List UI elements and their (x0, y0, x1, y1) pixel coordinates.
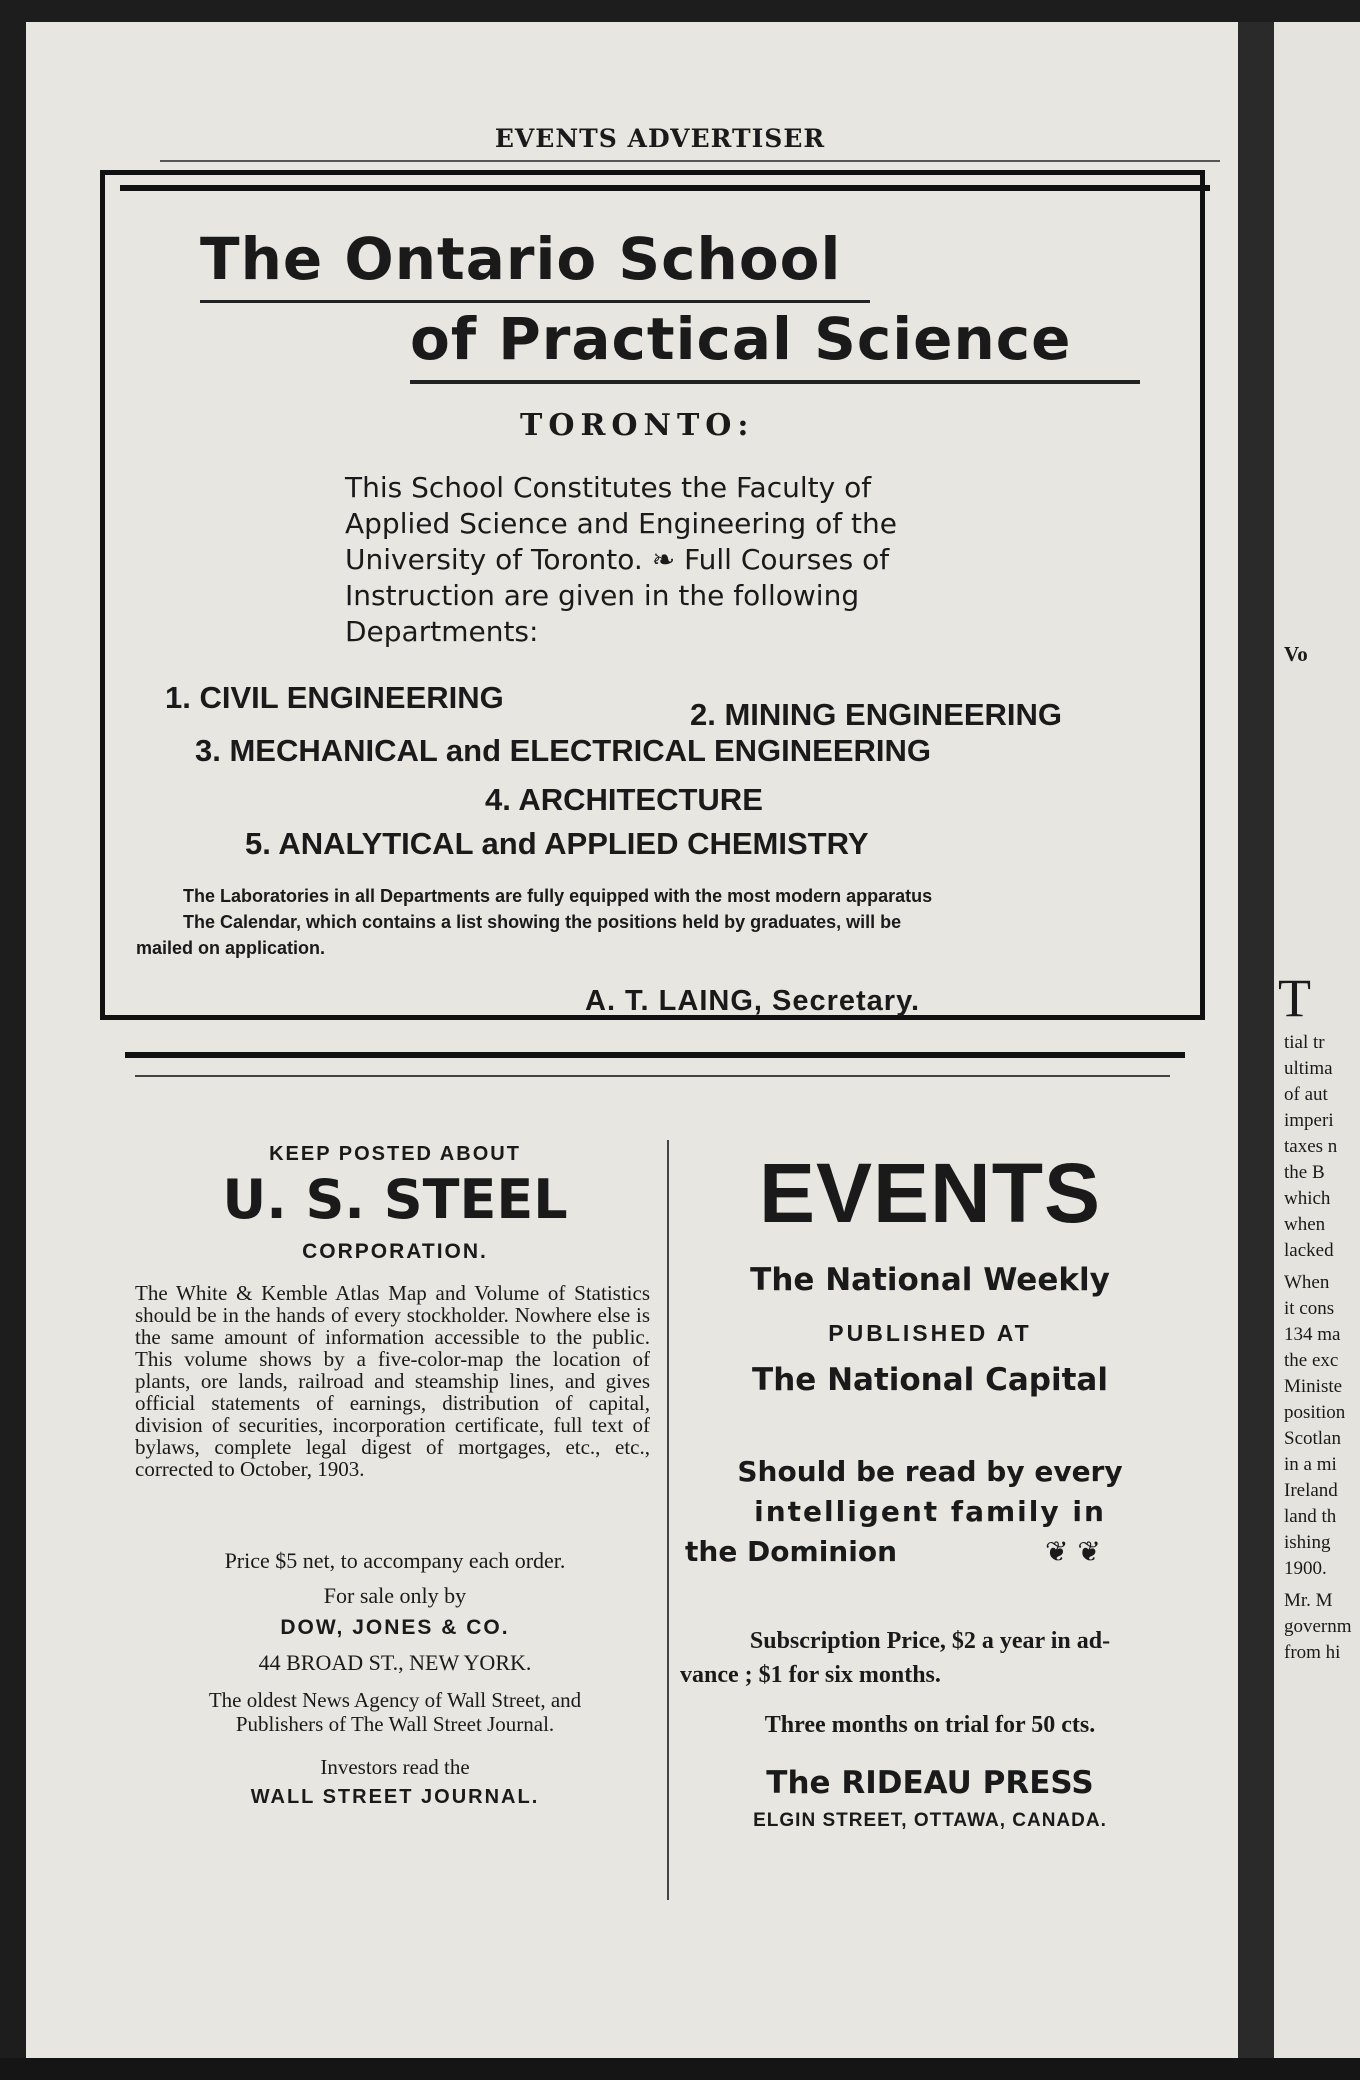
events-capital: The National Capital (752, 1362, 1108, 1398)
steel-oldest: The oldest News Agency of Wall Street, and (208, 1688, 582, 1712)
steel-seller: DOW, JONES & CO. (280, 1616, 510, 1639)
school-secretary: A. T. LAING, Secretary. (585, 985, 921, 1017)
next-page-fragment: ishing (1284, 1532, 1331, 1553)
steel-subhead: CORPORATION. (302, 1240, 488, 1263)
next-page-fragment: imperi (1284, 1110, 1334, 1131)
next-page-fragment: from hi (1284, 1642, 1341, 1663)
steel-price: Price $5 net, to accompany each order. (224, 1548, 566, 1573)
steel-investors: Investors read the (320, 1755, 470, 1779)
school-note: The Calendar, which contains a list showing the positions held by graduates, will be (183, 912, 902, 932)
scan-bottom-edge (0, 2058, 1360, 2080)
school-note: The Laboratories in all Departments are fully equipped with the most modern apparatus (183, 886, 933, 906)
events-press-address: ELGIN STREET, OTTAWA, CANADA. (753, 1810, 1107, 1831)
next-page-fragment: the B (1284, 1162, 1325, 1183)
page-gutter (1238, 22, 1274, 2058)
events-pitch: intelligent family in (754, 1495, 1106, 1528)
school-city: TORONTO: (520, 408, 755, 443)
department-architecture: 4. ARCHITECTURE (485, 782, 763, 817)
steel-kicker: KEEP POSTED ABOUT (269, 1143, 521, 1165)
next-page-fragment: Vo (1284, 642, 1308, 666)
next-page-fragment: it cons (1284, 1298, 1335, 1319)
events-published: PUBLISHED AT (828, 1320, 1032, 1346)
next-page-fragment: when (1284, 1214, 1326, 1235)
steel-body: The White & Kemble Atlas Map and Volume of Statistics should be in the hands of every stockholder. Nowhere else is the same amount of information accessible to the public. This volume shows by a five-color-map the location of plants, ore lands, railroad and steamship lines, and gives official statements of earnings, distribution of capital, division of securities, incorporation certificate, full text of bylaws, complete legal digest of mortgages, etc., etc., corrected to October, 1903. (135, 1281, 650, 1481)
events-pitch: Should be read by every (737, 1455, 1123, 1488)
steel-journal: WALL STREET JOURNAL. (250, 1786, 540, 1808)
school-title-line1: The Ontario School (200, 225, 842, 293)
steel-oldest: Publishers of The Wall Street Journal. (235, 1712, 555, 1736)
department-mining: 2. MINING ENGINEERING (690, 697, 1063, 732)
next-page-fragment: in a mi (1284, 1454, 1337, 1475)
running-header: EVENTS ADVERTISER (494, 124, 826, 153)
steel-address: 44 BROAD ST., NEW YORK. (258, 1650, 532, 1675)
next-page-fragment: 1900. (1284, 1558, 1327, 1579)
steel-sale: For sale only by (323, 1583, 467, 1608)
school-note: mailed on application. (136, 938, 326, 958)
next-page-fragment: T (1278, 968, 1311, 1028)
events-press: The RIDEAU PRESS (766, 1765, 1094, 1801)
next-page-fragment: Mr. M (1284, 1590, 1333, 1611)
ornament-icon: ❦ ❦ (1045, 1535, 1101, 1568)
department-chemistry: 5. ANALYTICAL and APPLIED CHEMISTRY (245, 826, 869, 861)
ad-bottom-rule (125, 1052, 1185, 1058)
events-subscription: Subscription Price, $2 a year in ad- (749, 1628, 1111, 1654)
events-tagline: The National Weekly (750, 1262, 1110, 1298)
next-page-fragment: which (1284, 1188, 1331, 1209)
next-page-fragment: the exc (1284, 1350, 1339, 1371)
next-page-fragment: lacked (1284, 1240, 1334, 1261)
next-page-fragment: governm (1284, 1616, 1352, 1637)
next-page-edge (1274, 22, 1360, 2058)
section-rule (135, 1075, 1170, 1077)
next-page-fragment: land th (1284, 1506, 1337, 1527)
events-subscription: vance ; $1 for six months. (680, 1662, 941, 1688)
next-page-fragment: When (1284, 1272, 1330, 1293)
next-page-fragment: ultima (1284, 1058, 1333, 1079)
events-masthead: EVENTS (758, 1146, 1102, 1240)
next-page-fragment: 134 ma (1284, 1324, 1341, 1345)
next-page-fragment: Scotlan (1284, 1428, 1341, 1449)
next-page-fragment: taxes n (1284, 1136, 1338, 1157)
header-rule (160, 160, 1220, 162)
next-page-fragment: position (1284, 1402, 1346, 1423)
column-rule (667, 1140, 669, 1900)
events-trial: Three months on trial for 50 cts. (764, 1712, 1096, 1738)
steel-headline: U. S. STEEL (222, 1168, 568, 1231)
department-civil: 1. CIVIL ENGINEERING (165, 680, 504, 715)
next-page-fragment: Ireland (1284, 1480, 1338, 1501)
department-mechanical: 3. MECHANICAL and ELECTRICAL ENGINEERING (195, 733, 932, 768)
next-page-fragment: of aut (1284, 1084, 1328, 1105)
title-underline (410, 380, 1140, 384)
title-underline (200, 300, 870, 303)
next-page-fragment: tial tr (1284, 1032, 1325, 1053)
school-intro: This School Constitutes the Faculty of Applied Science and Engineering of the University of Toronto. ❧ Full Courses of Instruction are given in the following Departments: (345, 471, 897, 648)
school-title-line2: of Practical Science (410, 305, 1072, 373)
next-page-fragment: Ministe (1284, 1376, 1343, 1397)
events-pitch: the Dominion (685, 1535, 898, 1568)
